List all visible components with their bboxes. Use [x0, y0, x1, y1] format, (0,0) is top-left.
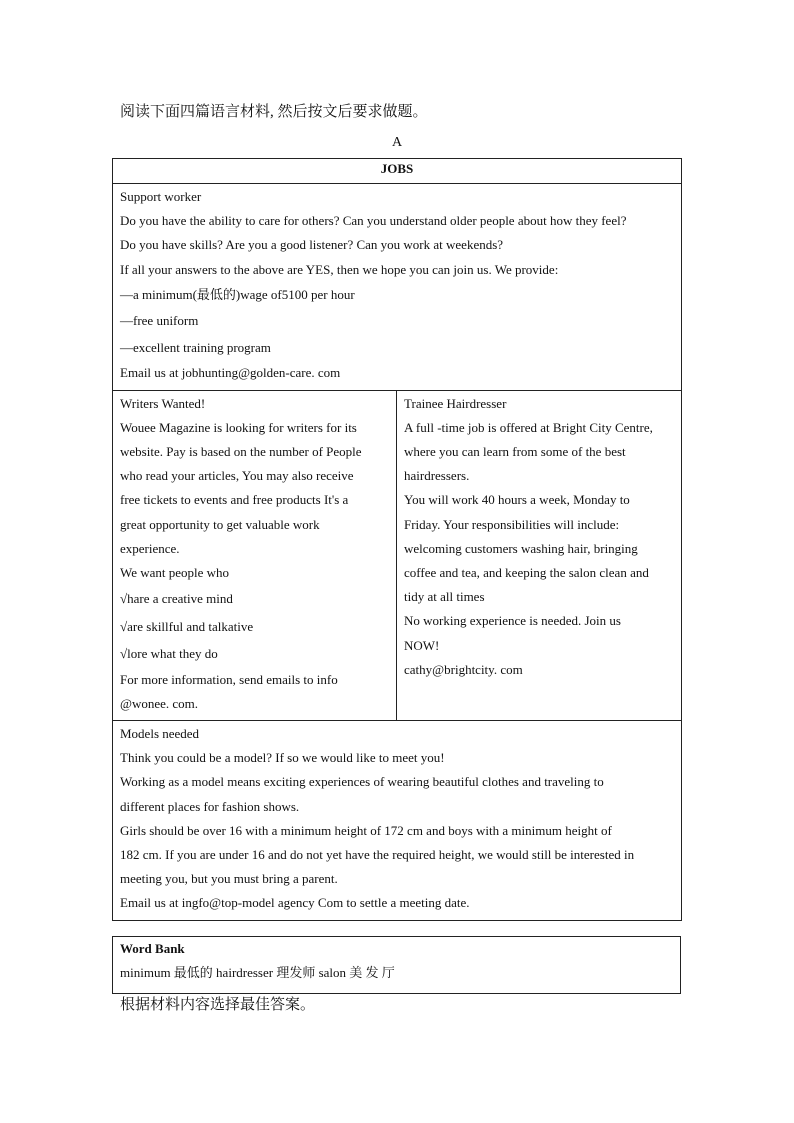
ad-line: For more information, send emails to info [120, 671, 338, 687]
ad-line: Do you have skills? Are you a good listener? Can you work at weekends? [120, 237, 504, 253]
ad-heading: Models needed [120, 726, 200, 742]
models-needed-ad [113, 721, 682, 921]
ad-line: A full -time job is offered at Bright City Centre, [404, 419, 653, 435]
ad-heading: Trainee Hairdresser [404, 395, 507, 411]
ad-line: You will work 40 hours a week, Monday to [404, 492, 630, 508]
ad-line: free tickets to events and free products It's a [120, 492, 349, 508]
ad-line: 182 cm. If you are under 16 and do not yet have the required height, we would still be interested in [120, 847, 635, 863]
ad-line: experience. [120, 540, 180, 556]
ad-line: hairdressers. [404, 468, 470, 484]
trainee-hairdresser-ad [397, 390, 682, 721]
provision-item: —a minimum(最低的)wage of5100 per hour [120, 286, 355, 302]
ad-line: Do you have the ability to care for others? Can you understand older people about how they feel? [120, 213, 627, 229]
ad-line: Girls should be over 16 with a minimum height of 172 cm and boys with a minimum height of [120, 822, 612, 838]
ad-line: coffee and tea, and keeping the salon clean and [404, 564, 649, 580]
word-bank-entries: minimum 最低的 hairdresser 理发师 salon 美 发 厅 [120, 965, 395, 980]
ad-line: tidy at all times [404, 589, 485, 605]
ad-line: different places for fashion shows. [120, 798, 300, 814]
ad-line: NOW! [404, 637, 440, 653]
writers-wanted-ad [113, 390, 397, 721]
ad-line: website. Pay is based on the number of People [120, 443, 362, 459]
ad-line: welcoming customers washing hair, bringing [404, 540, 638, 556]
ad-line: Friday. Your responsibilities will include: [404, 516, 620, 532]
ad-line: Working as a model means exciting experiences of wearing beautiful clothes and traveling to [120, 774, 604, 790]
ad-line: meeting you, but you must bring a parent. [120, 871, 338, 887]
instruction-text: 阅读下面四篇语言材料, 然后按文后要求做题。 [120, 104, 428, 120]
ad-line: who read your articles, You may also receive [120, 468, 354, 484]
provision-item: —free uniform [120, 313, 199, 329]
ad-line: No working experience is needed. Join us [404, 613, 621, 629]
provision-item: —excellent training program [120, 339, 271, 355]
contact-email: Email us at jobhunting@golden-care. com [120, 365, 341, 381]
quality-item: √are skillful and talkative [120, 618, 254, 634]
word-bank [112, 936, 681, 994]
quality-item: √lore what they do [120, 646, 218, 662]
ad-line: We want people who [120, 564, 230, 580]
support-worker-ad [113, 184, 682, 391]
contact-email: Email us at ingfo@top-model agency Com to settle a meeting date. [120, 895, 470, 911]
jobs-table [112, 158, 682, 921]
ad-line: Wouee Magazine is looking for writers for its [120, 419, 357, 435]
ad-line: where you can learn from some of the best [404, 443, 626, 459]
ad-line: great opportunity to get valuable work [120, 516, 320, 532]
word-bank-cell [113, 937, 681, 994]
contact-email: @wonee. com. [120, 695, 199, 711]
ad-line: If all your answers to the above are YES, then we hope you can join us. We provide: [120, 261, 559, 277]
section-letter: A [391, 135, 403, 150]
ad-heading: Support worker [120, 189, 202, 204]
word-bank-title: Word Bank [120, 941, 185, 956]
question-instruction: 根据材料内容选择最佳答案。 [120, 997, 316, 1013]
table-title: JOBS [113, 159, 682, 184]
quality-item: √hare a creative mind [120, 591, 233, 607]
ad-line: Think you could be a model? If so we would like to meet you! [120, 750, 445, 766]
contact-email: cathy@brightcity. com [404, 661, 523, 677]
ad-heading: Writers Wanted! [120, 395, 206, 411]
